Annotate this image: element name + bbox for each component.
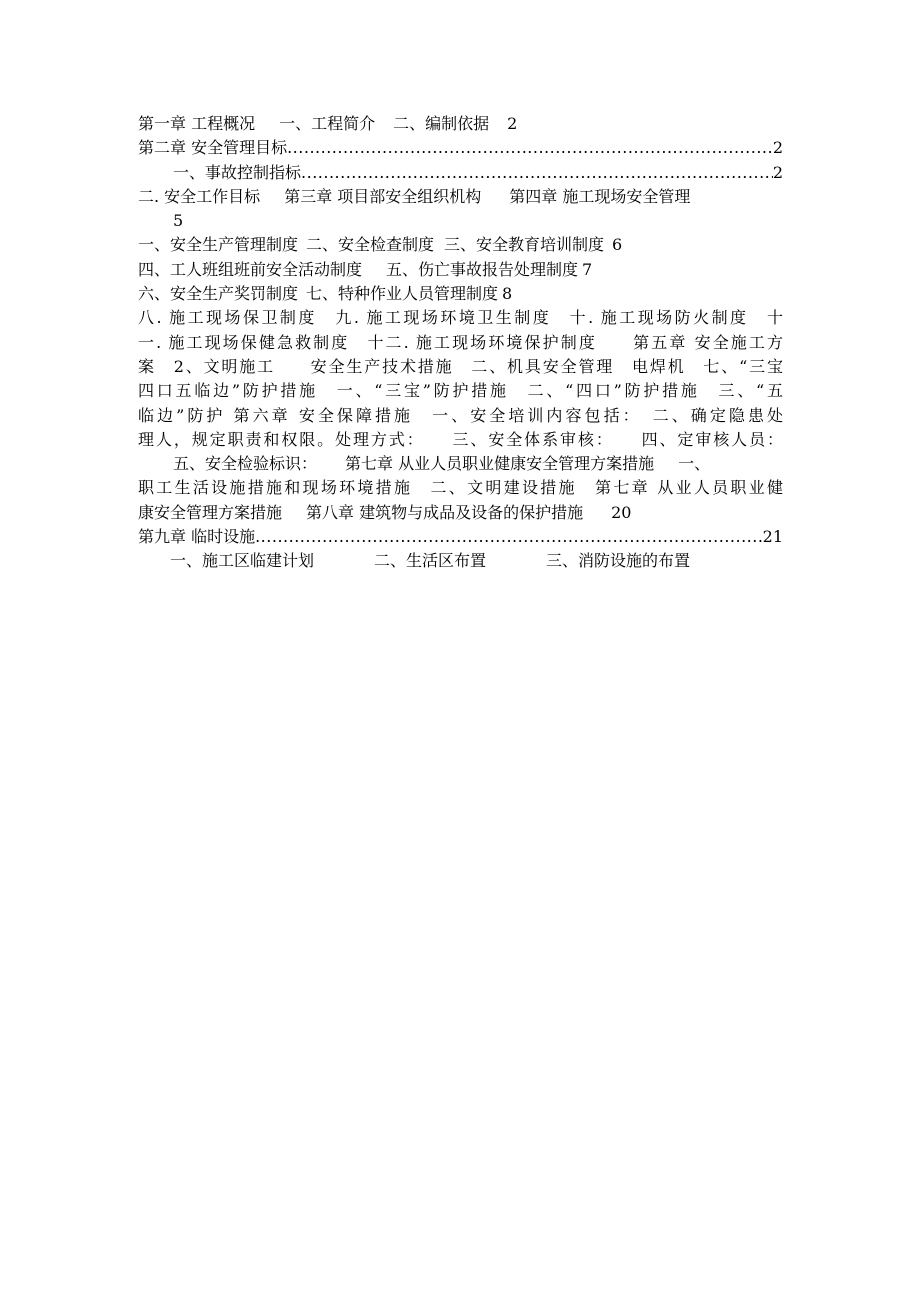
toc-entry-inspection-system: 二、安全检查制度 [306,235,435,255]
toc-entry-fire-facilities: 三、消防设施的布置 [546,551,691,571]
toc-line-2 [138,136,783,160]
toc-line-7 [138,258,783,282]
toc-dot-leader [287,136,773,160]
toc-line-16: 职工生活设施措施和现场环境措施 二、文明建设措施 第七章 从业人员职业健 [138,478,783,498]
toc-entry-basis: 二、编制依据 [393,114,490,133]
toc-line-8 [138,282,783,306]
toc-entry-project-intro: 一、工程简介 [279,114,376,133]
toc-page-number: 2 [507,114,518,133]
toc-entry-continuation: 一、 [678,454,711,474]
toc-page-number: 2 [772,162,783,182]
toc-entry-special-workers: 七、特种作业人员管理制度 [306,284,499,304]
toc-line-19 [138,549,783,573]
toc-page-number: 2 [772,138,783,158]
toc-line-10: 一. 施工现场保健急救制度 十二. 施工现场环境保护制度 第五章 安全施工方 [138,332,783,352]
toc-dot-leader [301,161,773,185]
toc-line-1 [138,112,783,136]
toc-line-11: 案 2、文明施工 安全生产技术措施 二、机具安全管理 电焊机 七、“三宝 [138,356,783,376]
toc-entry-temporary-buildings: 一、施工区临建计划 [170,551,315,571]
toc-entry-chapter-8: 第八章 建筑物与成品及设备的保护措施 [306,502,584,522]
toc-entry-health-plan: 康安全管理方案措施 [138,502,283,522]
toc-entry-living-area: 二、生活区布置 [374,551,487,571]
toc-line-9: 八. 施工现场保卫制度 九. 施工现场环境卫生制度 十. 施工现场防火制度 十 [138,308,783,328]
toc-line-18 [138,525,783,549]
toc-dot-leader [255,525,763,549]
table-of-contents [138,112,783,574]
toc-entry-inspection-marks: 五、安全检验标识： [173,454,318,474]
toc-entry-training-system: 三、安全教育培训制度 [444,235,605,255]
toc-entry-rewards-penalties: 六、安全生产奖罚制度 [138,284,299,304]
toc-entry-chapter-9: 第九章 临时设施 [138,527,256,547]
toc-line-15 [138,452,783,476]
toc-entry-chapter-3: 第三章 项目部安全组织机构 [284,186,482,206]
toc-page-number: 6 [612,235,623,255]
toc-entry-safety-goals: 二. 安全工作目标 [138,186,261,206]
toc-line-17 [138,501,783,525]
toc-entry-chapter-7: 第七章 从业人员职业健康安全管理方案措施 [345,454,655,474]
toc-line-4 [138,185,783,209]
toc-entry-chapter-4: 第四章 施工现场安全管理 [509,186,691,206]
toc-line-12: 四口五临边”防护措施 一、“三宝”防护措施 二、“四口”防护措施 三、“五 [138,381,783,401]
toc-entry-safety-mgmt-system: 一、安全生产管理制度 [138,235,299,255]
toc-page-number: 5 [173,211,184,231]
toc-page-number: 8 [502,284,513,304]
toc-entry-accident-control: 一、事故控制指标 [173,162,302,182]
toc-entry-chapter-1: 第一章 工程概况 [138,114,256,133]
toc-line-3 [138,161,783,185]
toc-line-6 [138,233,783,257]
toc-page-number: 20 [611,502,632,522]
toc-line-5 [138,209,783,233]
toc-line-14: 理人，规定职责和权限。处理方式： 三、安全体系审核： 四、定审核人员： [138,429,783,449]
toc-entry-chapter-2: 第二章 安全管理目标 [138,138,288,158]
toc-line-13: 临边”防护 第六章 安全保障措施 一、安全培训内容包括： 二、确定隐患处 [138,405,783,425]
toc-entry-accident-report: 五、伤亡事故报告处理制度 [386,259,579,279]
toc-page-number: 21 [762,527,783,547]
toc-entry-team-activity: 四、工人班组班前安全活动制度 [138,259,363,279]
toc-page-number: 7 [582,259,593,279]
